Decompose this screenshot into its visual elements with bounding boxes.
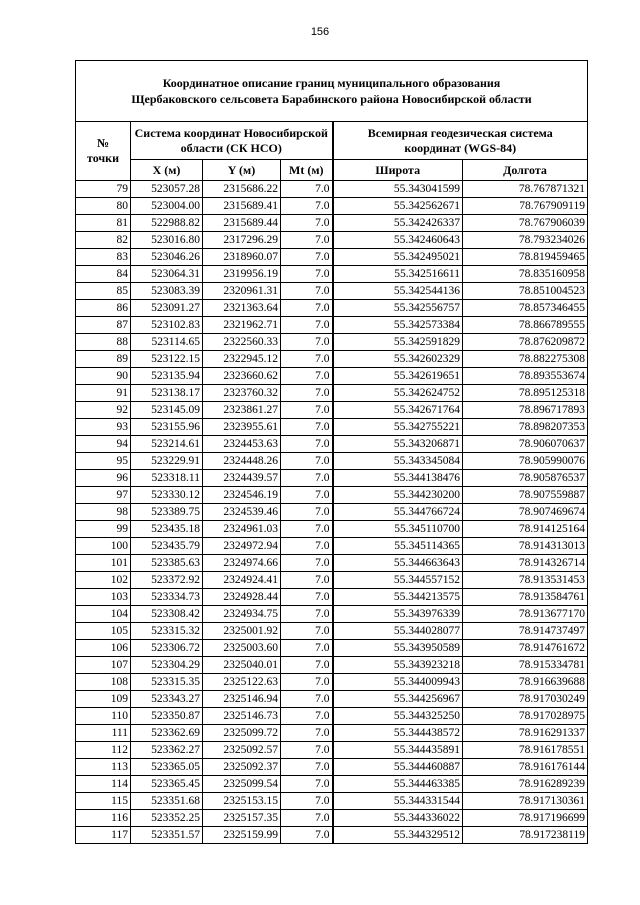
table-row <box>76 453 588 470</box>
wgs-system-line-2: координат (WGS-84) <box>404 140 517 155</box>
point-number-word: точки <box>86 151 120 165</box>
longitude-cell: 78.793234026 <box>463 232 588 249</box>
latitude-cell: 55.344329512 <box>333 827 463 844</box>
y-cell: 2320961.31 <box>203 283 281 300</box>
table-row <box>76 776 588 793</box>
point-number-cell: 113 <box>76 759 131 776</box>
x-cell: 523389.75 <box>131 504 203 521</box>
longitude-cell: 78.916289239 <box>463 776 588 793</box>
x-cell: 523145.09 <box>131 402 203 419</box>
y-cell: 2315689.44 <box>203 215 281 232</box>
table-row <box>76 300 588 317</box>
mt-cell: 7.0 <box>281 351 333 368</box>
point-number-cell: 91 <box>76 385 131 402</box>
point-number-cell: 87 <box>76 317 131 334</box>
mt-cell: 7.0 <box>281 759 333 776</box>
longitude-cell: 78.914737497 <box>463 623 588 640</box>
y-cell: 2324439.57 <box>203 470 281 487</box>
y-cell: 2325099.72 <box>203 725 281 742</box>
latitude-cell: 55.344435891 <box>333 742 463 759</box>
x-cell: 523214.61 <box>131 436 203 453</box>
point-number-cell: 83 <box>76 249 131 266</box>
mt-cell: 7.0 <box>281 742 333 759</box>
mt-cell: 7.0 <box>281 640 333 657</box>
x-cell: 523435.79 <box>131 538 203 555</box>
mt-cell: 7.0 <box>281 385 333 402</box>
nsk-system-header <box>131 122 333 160</box>
latitude-cell: 55.344230200 <box>333 487 463 504</box>
y-cell: 2322560.33 <box>203 334 281 351</box>
table-row <box>76 623 588 640</box>
latitude-cell: 55.342495021 <box>333 249 463 266</box>
table-row <box>76 249 588 266</box>
point-number-cell: 101 <box>76 555 131 572</box>
longitude-cell: 78.914326714 <box>463 555 588 572</box>
x-cell: 523229.91 <box>131 453 203 470</box>
table-row <box>76 691 588 708</box>
longitude-cell: 78.914761672 <box>463 640 588 657</box>
latitude-cell: 55.342602329 <box>333 351 463 368</box>
longitude-cell: 78.913531453 <box>463 572 588 589</box>
mt-cell: 7.0 <box>281 181 333 198</box>
table-row <box>76 793 588 810</box>
mt-cell: 7.0 <box>281 266 333 283</box>
table-row <box>76 827 588 844</box>
table-row <box>76 317 588 334</box>
mt-cell: 7.0 <box>281 317 333 334</box>
table-row <box>76 334 588 351</box>
latitude-cell: 55.345114365 <box>333 538 463 555</box>
point-number-cell: 106 <box>76 640 131 657</box>
latitude-cell: 55.342755221 <box>333 419 463 436</box>
mt-cell: 7.0 <box>281 776 333 793</box>
y-cell: 2324453.63 <box>203 436 281 453</box>
longitude-cell: 78.882275308 <box>463 351 588 368</box>
mt-cell: 7.0 <box>281 487 333 504</box>
mt-cell: 7.0 <box>281 215 333 232</box>
nsk-system-line-1: Система координат Новосибирской <box>134 125 328 140</box>
x-cell: 523315.32 <box>131 623 203 640</box>
point-number-cell: 84 <box>76 266 131 283</box>
mt-cell: 7.0 <box>281 249 333 266</box>
table-row <box>76 742 588 759</box>
longitude-cell: 78.857346455 <box>463 300 588 317</box>
latitude-cell: 55.342556757 <box>333 300 463 317</box>
table-title-line-1: Координатное описание границ муниципального образования <box>162 76 501 90</box>
mt-cell: 7.0 <box>281 827 333 844</box>
table-body <box>76 181 588 844</box>
mt-cell: 7.0 <box>281 810 333 827</box>
point-number-cell: 86 <box>76 300 131 317</box>
point-number-cell: 89 <box>76 351 131 368</box>
point-number-cell: 107 <box>76 657 131 674</box>
point-number-cell: 116 <box>76 810 131 827</box>
longitude-cell: 78.851004523 <box>463 283 588 300</box>
mt-cell: 7.0 <box>281 283 333 300</box>
wgs-system-header <box>333 122 588 160</box>
x-cell: 523122.15 <box>131 351 203 368</box>
table-title <box>76 61 588 122</box>
mt-header: Mt (м) <box>281 160 333 181</box>
latitude-cell: 55.344460887 <box>333 759 463 776</box>
y-header: Y (м) <box>203 160 281 181</box>
mt-cell: 7.0 <box>281 793 333 810</box>
x-cell: 523308.42 <box>131 606 203 623</box>
longitude-cell: 78.916178551 <box>463 742 588 759</box>
mt-cell: 7.0 <box>281 436 333 453</box>
point-number-cell: 111 <box>76 725 131 742</box>
coordinates-table <box>75 60 588 844</box>
y-cell: 2321363.64 <box>203 300 281 317</box>
mt-cell: 7.0 <box>281 572 333 589</box>
x-cell: 523091.27 <box>131 300 203 317</box>
latitude-cell: 55.344325250 <box>333 708 463 725</box>
x-cell: 523372.92 <box>131 572 203 589</box>
mt-cell: 7.0 <box>281 657 333 674</box>
point-number-cell: 90 <box>76 368 131 385</box>
table-row <box>76 181 588 198</box>
latitude-cell: 55.344463385 <box>333 776 463 793</box>
latitude-cell: 55.343950589 <box>333 640 463 657</box>
table-row <box>76 470 588 487</box>
y-cell: 2321962.71 <box>203 317 281 334</box>
x-cell: 523004.00 <box>131 198 203 215</box>
y-cell: 2325153.15 <box>203 793 281 810</box>
point-number-cell: 96 <box>76 470 131 487</box>
latitude-cell: 55.342591829 <box>333 334 463 351</box>
mt-cell: 7.0 <box>281 470 333 487</box>
longitude-cell: 78.913584761 <box>463 589 588 606</box>
y-cell: 2325003.60 <box>203 640 281 657</box>
latitude-cell: 55.342671764 <box>333 402 463 419</box>
x-cell: 523435.18 <box>131 521 203 538</box>
x-cell: 523016.80 <box>131 232 203 249</box>
x-cell: 523318.11 <box>131 470 203 487</box>
table-title-line-2: Щербаковского сельсовета Барабинского района Новосибирской области <box>131 92 532 106</box>
table-row <box>76 725 588 742</box>
x-cell: 523351.68 <box>131 793 203 810</box>
mt-cell: 7.0 <box>281 300 333 317</box>
mt-cell: 7.0 <box>281 538 333 555</box>
mt-cell: 7.0 <box>281 521 333 538</box>
mt-cell: 7.0 <box>281 232 333 249</box>
latitude-cell: 55.342562671 <box>333 198 463 215</box>
latitude-cell: 55.342426337 <box>333 215 463 232</box>
x-cell: 523334.73 <box>131 589 203 606</box>
y-cell: 2325122.63 <box>203 674 281 691</box>
x-header: X (м) <box>131 160 203 181</box>
x-cell: 523362.27 <box>131 742 203 759</box>
mt-cell: 7.0 <box>281 402 333 419</box>
x-cell: 523138.17 <box>131 385 203 402</box>
longitude-cell: 78.866789555 <box>463 317 588 334</box>
y-cell: 2325001.92 <box>203 623 281 640</box>
latitude-cell: 55.343206871 <box>333 436 463 453</box>
point-number-cell: 112 <box>76 742 131 759</box>
latitude-cell: 55.344009943 <box>333 674 463 691</box>
latitude-cell: 55.345110700 <box>333 521 463 538</box>
longitude-cell: 78.835160958 <box>463 266 588 283</box>
point-number-cell: 117 <box>76 827 131 844</box>
y-cell: 2325157.35 <box>203 810 281 827</box>
longitude-cell: 78.896717893 <box>463 402 588 419</box>
table-row <box>76 368 588 385</box>
longitude-header: Долгота <box>463 160 588 181</box>
y-cell: 2324539.46 <box>203 504 281 521</box>
longitude-cell: 78.876209872 <box>463 334 588 351</box>
latitude-cell: 55.344438572 <box>333 725 463 742</box>
y-cell: 2319956.19 <box>203 266 281 283</box>
table-row <box>76 215 588 232</box>
latitude-cell: 55.342573384 <box>333 317 463 334</box>
latitude-cell: 55.342544136 <box>333 283 463 300</box>
page-number: 156 <box>310 26 330 38</box>
x-cell: 523343.27 <box>131 691 203 708</box>
point-number-cell: 102 <box>76 572 131 589</box>
longitude-cell: 78.898207353 <box>463 419 588 436</box>
x-cell: 523057.28 <box>131 181 203 198</box>
y-cell: 2324961.03 <box>203 521 281 538</box>
point-number-cell: 110 <box>76 708 131 725</box>
x-cell: 523064.31 <box>131 266 203 283</box>
latitude-cell: 55.344138476 <box>333 470 463 487</box>
point-number-cell: 99 <box>76 521 131 538</box>
y-cell: 2322945.12 <box>203 351 281 368</box>
point-number-symbol: № <box>96 136 110 150</box>
longitude-cell: 78.917130361 <box>463 793 588 810</box>
y-cell: 2324448.26 <box>203 453 281 470</box>
y-cell: 2325040.01 <box>203 657 281 674</box>
mt-cell: 7.0 <box>281 334 333 351</box>
y-cell: 2325099.54 <box>203 776 281 793</box>
table-row <box>76 198 588 215</box>
longitude-cell: 78.917238119 <box>463 827 588 844</box>
y-cell: 2325146.94 <box>203 691 281 708</box>
mt-cell: 7.0 <box>281 606 333 623</box>
y-cell: 2323955.61 <box>203 419 281 436</box>
table-row <box>76 810 588 827</box>
latitude-cell: 55.343976339 <box>333 606 463 623</box>
mt-cell: 7.0 <box>281 708 333 725</box>
x-cell: 523385.63 <box>131 555 203 572</box>
y-cell: 2324934.75 <box>203 606 281 623</box>
table-row <box>76 487 588 504</box>
y-cell: 2325092.57 <box>203 742 281 759</box>
x-cell: 523365.05 <box>131 759 203 776</box>
table-row <box>76 640 588 657</box>
table-row <box>76 419 588 436</box>
mt-cell: 7.0 <box>281 674 333 691</box>
latitude-cell: 55.343345084 <box>333 453 463 470</box>
point-number-cell: 95 <box>76 453 131 470</box>
mt-cell: 7.0 <box>281 198 333 215</box>
wgs-system-line-1: Всемирная геодезическая система <box>367 125 553 140</box>
y-cell: 2324974.66 <box>203 555 281 572</box>
y-cell: 2324924.41 <box>203 572 281 589</box>
table-row <box>76 555 588 572</box>
longitude-cell: 78.915334781 <box>463 657 588 674</box>
point-number-cell: 100 <box>76 538 131 555</box>
longitude-cell: 78.914125164 <box>463 521 588 538</box>
y-cell: 2317296.29 <box>203 232 281 249</box>
longitude-cell: 78.895125318 <box>463 385 588 402</box>
x-cell: 523351.57 <box>131 827 203 844</box>
longitude-cell: 78.893553674 <box>463 368 588 385</box>
longitude-cell: 78.917030249 <box>463 691 588 708</box>
point-number-cell: 108 <box>76 674 131 691</box>
latitude-cell: 55.343923218 <box>333 657 463 674</box>
table-row <box>76 589 588 606</box>
longitude-cell: 78.819459465 <box>463 249 588 266</box>
point-number-cell: 94 <box>76 436 131 453</box>
longitude-cell: 78.916639688 <box>463 674 588 691</box>
latitude-header: Широта <box>333 160 463 181</box>
longitude-cell: 78.917196699 <box>463 810 588 827</box>
longitude-cell: 78.916176144 <box>463 759 588 776</box>
y-cell: 2325146.73 <box>203 708 281 725</box>
table-row <box>76 657 588 674</box>
y-cell: 2323660.62 <box>203 368 281 385</box>
mt-cell: 7.0 <box>281 589 333 606</box>
y-cell: 2325159.99 <box>203 827 281 844</box>
x-cell: 523330.12 <box>131 487 203 504</box>
mt-cell: 7.0 <box>281 555 333 572</box>
latitude-cell: 55.342619651 <box>333 368 463 385</box>
point-number-cell: 93 <box>76 419 131 436</box>
longitude-cell: 78.767871321 <box>463 181 588 198</box>
point-number-cell: 82 <box>76 232 131 249</box>
x-cell: 523046.26 <box>131 249 203 266</box>
y-cell: 2325092.37 <box>203 759 281 776</box>
latitude-cell: 55.344766724 <box>333 504 463 521</box>
x-cell: 522988.82 <box>131 215 203 232</box>
y-cell: 2315689.41 <box>203 198 281 215</box>
longitude-cell: 78.906070637 <box>463 436 588 453</box>
x-cell: 523362.69 <box>131 725 203 742</box>
longitude-cell: 78.767909119 <box>463 198 588 215</box>
point-number-cell: 98 <box>76 504 131 521</box>
point-number-header <box>76 122 131 181</box>
table-row <box>76 759 588 776</box>
point-number-cell: 85 <box>76 283 131 300</box>
point-number-cell: 92 <box>76 402 131 419</box>
table-row <box>76 351 588 368</box>
latitude-cell: 55.344256967 <box>333 691 463 708</box>
point-number-cell: 79 <box>76 181 131 198</box>
table-row <box>76 504 588 521</box>
table-row <box>76 402 588 419</box>
longitude-cell: 78.907469674 <box>463 504 588 521</box>
latitude-cell: 55.343041599 <box>333 181 463 198</box>
y-cell: 2324972.94 <box>203 538 281 555</box>
table-row <box>76 266 588 283</box>
mt-cell: 7.0 <box>281 725 333 742</box>
point-number-cell: 81 <box>76 215 131 232</box>
table-row <box>76 436 588 453</box>
latitude-cell: 55.344331544 <box>333 793 463 810</box>
table-row <box>76 674 588 691</box>
table-row <box>76 606 588 623</box>
latitude-cell: 55.342460643 <box>333 232 463 249</box>
point-number-cell: 103 <box>76 589 131 606</box>
point-number-cell: 105 <box>76 623 131 640</box>
table-row <box>76 232 588 249</box>
longitude-cell: 78.916291337 <box>463 725 588 742</box>
x-cell: 523135.94 <box>131 368 203 385</box>
latitude-cell: 55.344557152 <box>333 572 463 589</box>
y-cell: 2323861.27 <box>203 402 281 419</box>
y-cell: 2318960.07 <box>203 249 281 266</box>
latitude-cell: 55.342624752 <box>333 385 463 402</box>
table-row <box>76 521 588 538</box>
latitude-cell: 55.344213575 <box>333 589 463 606</box>
latitude-cell: 55.342516611 <box>333 266 463 283</box>
x-cell: 523352.25 <box>131 810 203 827</box>
point-number-cell: 109 <box>76 691 131 708</box>
x-cell: 523083.39 <box>131 283 203 300</box>
nsk-system-line-2: области (СК НСО) <box>180 140 282 155</box>
y-cell: 2324546.19 <box>203 487 281 504</box>
y-cell: 2323760.32 <box>203 385 281 402</box>
table-row <box>76 283 588 300</box>
x-cell: 523365.45 <box>131 776 203 793</box>
longitude-cell: 78.914313013 <box>463 538 588 555</box>
x-cell: 523102.83 <box>131 317 203 334</box>
table-row <box>76 538 588 555</box>
longitude-cell: 78.917028975 <box>463 708 588 725</box>
x-cell: 523114.65 <box>131 334 203 351</box>
x-cell: 523155.96 <box>131 419 203 436</box>
mt-cell: 7.0 <box>281 419 333 436</box>
table-row <box>76 708 588 725</box>
mt-cell: 7.0 <box>281 453 333 470</box>
point-number-cell: 114 <box>76 776 131 793</box>
point-number-cell: 88 <box>76 334 131 351</box>
longitude-cell: 78.913677170 <box>463 606 588 623</box>
mt-cell: 7.0 <box>281 623 333 640</box>
point-number-cell: 97 <box>76 487 131 504</box>
longitude-cell: 78.767906039 <box>463 215 588 232</box>
mt-cell: 7.0 <box>281 368 333 385</box>
point-number-cell: 115 <box>76 793 131 810</box>
y-cell: 2324928.44 <box>203 589 281 606</box>
x-cell: 523304.29 <box>131 657 203 674</box>
x-cell: 523306.72 <box>131 640 203 657</box>
point-number-cell: 104 <box>76 606 131 623</box>
longitude-cell: 78.905990076 <box>463 453 588 470</box>
latitude-cell: 55.344663643 <box>333 555 463 572</box>
x-cell: 523315.35 <box>131 674 203 691</box>
longitude-cell: 78.907559887 <box>463 487 588 504</box>
x-cell: 523350.87 <box>131 708 203 725</box>
table-row <box>76 385 588 402</box>
point-number-cell: 80 <box>76 198 131 215</box>
longitude-cell: 78.905876537 <box>463 470 588 487</box>
table-row <box>76 572 588 589</box>
mt-cell: 7.0 <box>281 504 333 521</box>
mt-cell: 7.0 <box>281 691 333 708</box>
latitude-cell: 55.344336022 <box>333 810 463 827</box>
latitude-cell: 55.344028077 <box>333 623 463 640</box>
y-cell: 2315686.22 <box>203 181 281 198</box>
